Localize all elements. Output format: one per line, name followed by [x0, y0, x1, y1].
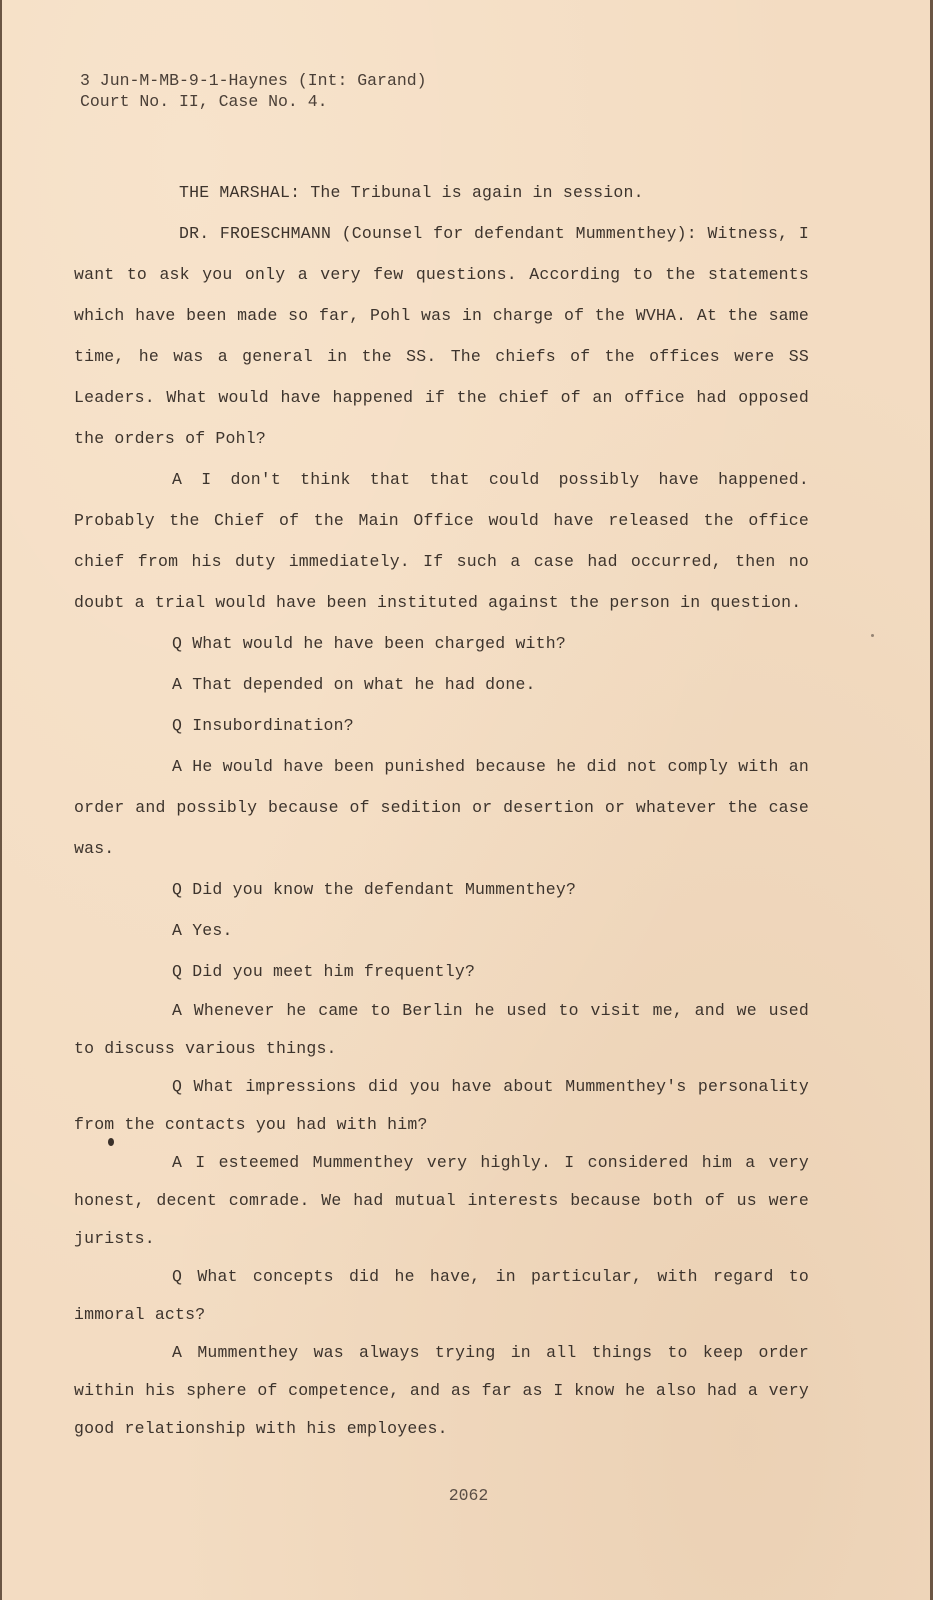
- ink-speck: [871, 634, 874, 637]
- paragraph-question: Q What impressions did you have about Mummenthey's personality from the contacts you had with him?: [74, 1077, 809, 1134]
- paragraph-answer: A Yes.: [172, 921, 233, 940]
- ink-speck: [108, 1138, 114, 1146]
- paragraph-counsel-question: DR. FROESCHMANN (Counsel for defendant Mummenthey): Witness, I want to ask you only a very few questions. According to the statements which have been made so far, Pohl was in charge of the WVHA. At the same time, he was a general in the SS. The chiefs of the offices were SS Leaders. What would have happened if the chief of an office had opposed the orders of Pohl?: [74, 224, 809, 448]
- paragraph-answer: A Mummenthey was always trying in all things to keep order within his sphere of competence, and as far as I know he also had a very good relationship with his employees.: [74, 1343, 809, 1438]
- paragraph-answer: A Whenever he came to Berlin he used to visit me, and we used to discuss various things.: [74, 1001, 809, 1058]
- paragraph-answer: A He would have been punished because he did not comply with an order and possibly because of sedition or desertion or whatever the case was.: [74, 757, 809, 858]
- paragraph-question: Q What concepts did he have, in particular, with regard to immoral acts?: [74, 1267, 809, 1324]
- header-reference-line: 3 Jun-M-MB-9-1-Haynes (Int: Garand): [80, 71, 427, 90]
- paragraph-marshal: THE MARSHAL: The Tribunal is again in session.: [179, 183, 644, 202]
- header-court-line: Court No. II, Case No. 4.: [80, 92, 328, 111]
- paragraph-question: Q What would he have been charged with?: [172, 634, 566, 653]
- document-header: [80, 70, 427, 112]
- paragraph-question: Q Did you know the defendant Mummenthey?: [172, 880, 577, 899]
- paragraph-question: Q Insubordination?: [172, 716, 354, 735]
- transcript-body: [74, 172, 809, 1448]
- paragraph-answer: A I esteemed Mummenthey very highly. I considered him a very honest, decent comrade. We had mutual interests because both of us were jurists.: [74, 1153, 809, 1248]
- paragraph-answer: A I don't think that that could possibly have happened. Probably the Chief of the Main Office would have released the office chief from his duty immediately. If such a case had occurred, then no doubt a trial would have been instituted against the person in question.: [74, 470, 809, 612]
- paragraph-question: Q Did you meet him frequently?: [172, 962, 476, 981]
- page-number: 2062: [448, 1486, 489, 1505]
- paragraph-answer: A That depended on what he had done.: [172, 675, 536, 694]
